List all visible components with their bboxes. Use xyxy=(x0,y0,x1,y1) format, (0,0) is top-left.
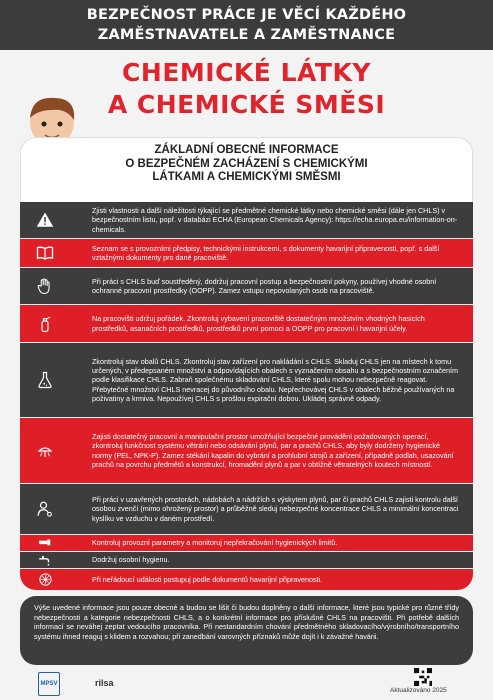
rule-text: Při neřádoucí události postupuj podle dokumentů havarijní připravenosti. xyxy=(92,574,323,584)
rilsa-logo: rilsa xyxy=(95,678,114,688)
pipe-icon xyxy=(20,535,70,551)
title-line-1: CHEMICKÉ LÁTKY xyxy=(122,58,371,87)
rule-row xyxy=(20,304,473,342)
subtitle-line-1: ZÁKLADNÍ OBECNÉ INFORMACE xyxy=(154,144,339,156)
rule-text: Zkontroluj stav obalů CHLS. Zkontroluj stav zařízení pro nakládání s CHLS. Skladuj CHLS jen na místech k tomu určených, v předepsaném množství a odpovídajících obalech s vyznačením obsahu a s bezpečnostním označením podle klasifikace CHLS. Zabraň společnému skladování CHLS, které spolu mohou nebezpečně reagovat. Přebytečné množství CHLS nevracej do původního obalu. Nepřechovávej CHLS v obalech běžně používaných na poživatiny a krmiva. Nepoužívej CHLS s prošlou expirační dobou. Ukládej správně odpady. xyxy=(92,356,458,403)
header-line-1: BEZPEČNOST PRÁCE JE VĚCÍ KAŽDÉHO xyxy=(86,7,407,23)
hand-icon xyxy=(20,268,70,304)
rule-row xyxy=(20,417,473,483)
disclaimer-box xyxy=(20,596,473,665)
rule-row xyxy=(20,202,473,238)
rule-text: Na pracovišti udržuj pořádek. Zkontroluj vybavení pracoviště dostatečným množstvím vhodných hasicích prostředků, asanačních prostředků, prostředků první pomoci a OOPP pro pracovní i havarijní účely. xyxy=(92,314,425,333)
rule-text: Zjisti vlastnosti a další náležitosti týkající se předmětné chemické látky nebo chemické směsi (dále jen CHLS) v bezpečnostním listu, popř. v databázi ECHA (European Chemicals Agency): https://echa.europa.eu/information-on-chemicals. xyxy=(92,206,458,234)
rule-text: Dodržuj osobní hygienu. xyxy=(92,555,170,565)
ventilation-icon xyxy=(20,418,70,483)
rule-row xyxy=(20,342,473,417)
rule-text: Zajisti dostatečný pracovní a manipulační prostor umožňující bezpečné provádění požadovaných operací, zkontroluj funkčnost systému větrání nebo odsávání plynů, par a prachů CHLS, aby byly dodrženy hygienické normy (PEL, NPK-P). Zamez stékání kapalin do vybrání a prohlubní strojů a zařízení, případně podlah, usazování prachů na povrchu předmětů a konstrukcí, hromadění plynů a par v obtížně větratelných koutech místností. xyxy=(92,431,454,469)
rule-row xyxy=(20,483,473,534)
subtitle-line-3: LÁTKAMI A CHEMICKÝMI SMĚSMI xyxy=(152,171,341,183)
disclaimer-text: Výše uvedené informace jsou pouze obecné a budou se lišit či budou doplněny o další informace, které jsou typické pro různé třídy nebezpečnosti a kategorie nebezpečnosti CHLS, a o konkrétní informace pro příslušné CHLS na pracovišti. Při potřebě dalších informací se neváhej zeptat vedoucího pracovníka. Při nestandardním chování předmětného skladovacího/výrobního/transportního systému ihned reaguj s klidem a rozvahou; při zanedbání varovných příznaků může dojít i k závažné havárii. xyxy=(34,603,459,641)
rule-text: Při práci s CHLS buď soustředěný, dodržuj pracovní postup a bezpečnostní pokyny, používej vhodné osobní ochranné pracovní prostředky (OOPP). Zamez vstupu nepovolaných osob na pracoviště. xyxy=(92,276,437,295)
subtitle-line-2: O BEZPEČNÉM ZACHÁZENÍ S CHEMICKÝMI xyxy=(125,157,368,170)
header-banner xyxy=(0,0,493,50)
rules-list xyxy=(20,202,473,590)
rule-row xyxy=(20,238,473,267)
emergency-icon xyxy=(20,569,70,590)
book-icon xyxy=(20,239,70,267)
qr-code-icon xyxy=(414,668,432,686)
rule-row xyxy=(20,568,473,590)
person-icon xyxy=(20,484,70,534)
rule-text: Při práci v uzavřených prostorách, nádobách a nádržích s výskytem plynů, par či prachů CHLS zajisti kontrolu další osobou zvenčí (mimo ohrožený prostor) a průběžně sleduj nebezpečné koncentrace CHLS a minimální koncentraci kyslíku ve vzduchu v daném prostředí. xyxy=(92,495,459,523)
warning-icon xyxy=(20,202,70,238)
rule-row xyxy=(20,534,473,551)
rule-text: Kontroluj provozní parametry a monitoruj nepřekračování hygienických limitů. xyxy=(92,538,338,548)
updated-label: Aktualizováno 2025 xyxy=(390,687,447,694)
rule-row xyxy=(20,267,473,304)
mpsv-logo: MPSV xyxy=(38,672,60,696)
title-line-2: A CHEMICKÉ SMĚSI xyxy=(107,90,386,119)
extinguisher-icon xyxy=(20,305,70,342)
faucet-icon xyxy=(20,552,70,568)
rule-row xyxy=(20,551,473,568)
header-line-2: ZAMĚSTNAVATELE A ZAMĚSTNANCE xyxy=(97,27,396,43)
info-header-card xyxy=(20,137,473,202)
flask-icon xyxy=(20,343,70,417)
rule-text: Seznam se s provozními předpisy, technickými instrukcemi, s dokumenty havarijní připravenosti, popř. s další vztažnými dokumenty pro dané pracoviště. xyxy=(92,243,440,262)
